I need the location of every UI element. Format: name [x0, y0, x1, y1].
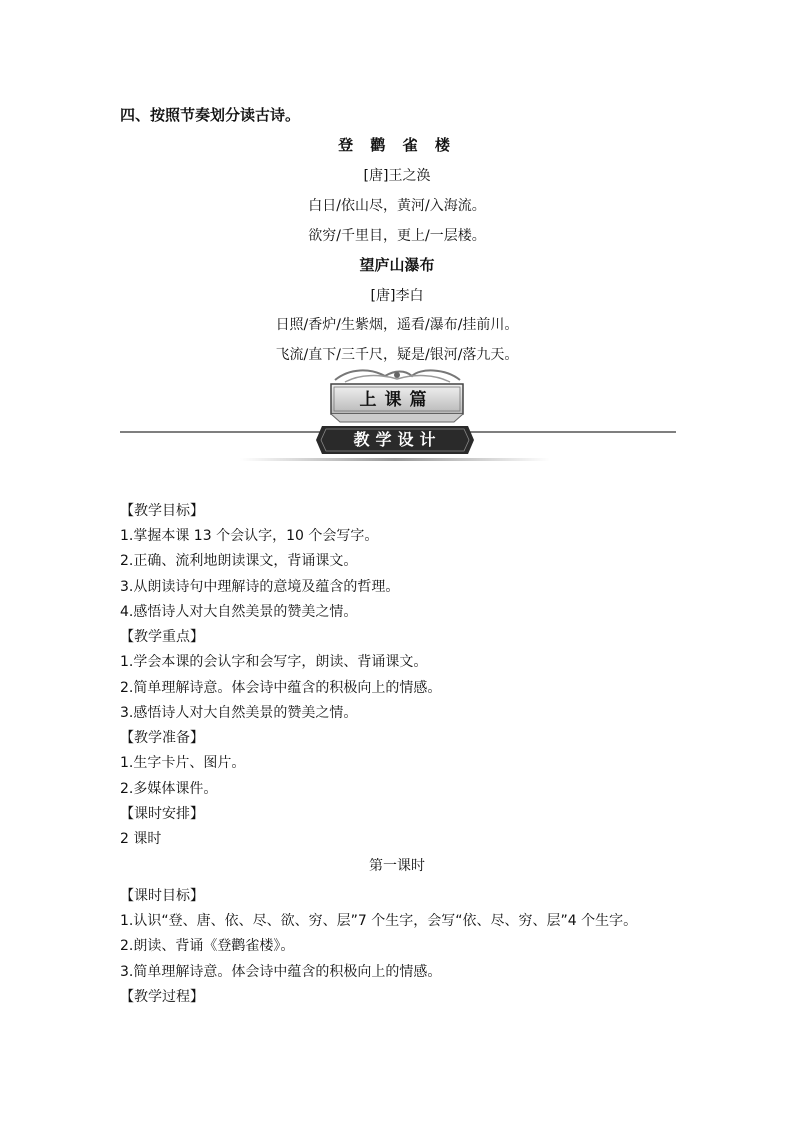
section-title: 四、按照节奏划分读古诗。 — [120, 106, 301, 124]
lesson-title: 第一课时 — [369, 858, 425, 874]
list-item: 1.学会本课的会认字和会写字，朗读、背诵课文。 — [120, 654, 428, 670]
heading-teaching-process: 【教学过程】 — [120, 989, 204, 1005]
schedule-value: 2 课时 — [120, 831, 162, 847]
poem-title: 望庐山瀑布 — [359, 256, 435, 274]
banner-lower-label: 教学设计 — [353, 430, 442, 449]
poem-line: 白日/依山尽，黄河/入海流。 — [308, 198, 486, 214]
poem-line: 欲穷/千里目，更上/一层楼。 — [308, 228, 486, 244]
list-item: 1.认识“登、唐、依、尽、欲、穷、层”7 个生字，会写“依、尽、穷、层”4 个生字。 — [120, 913, 638, 929]
list-item: 3.感悟诗人对大自然美景的赞美之情。 — [120, 705, 358, 721]
poem-line: 飞流/直下/三千尺，疑是/银河/落九天。 — [275, 347, 519, 363]
list-item: 1.生字卡片、图片。 — [120, 755, 246, 771]
banner-upper-label: 上课篇 — [359, 390, 435, 410]
list-item: 1.掌握本课 13 个会认字，10 个会写字。 — [120, 528, 379, 544]
list-item: 3.简单理解诗意。体会诗中蕴含的积极向上的情感。 — [120, 964, 442, 980]
heading-schedule: 【课时安排】 — [120, 806, 204, 822]
list-item: 2.朗读、背诵《登鹳雀楼》。 — [120, 938, 295, 954]
poem-author: [唐]王之涣 — [363, 168, 431, 184]
heading-lesson-goals: 【课时目标】 — [120, 888, 204, 904]
poem-line: 日照/香炉/生紫烟，遥看/瀑布/挂前川。 — [275, 317, 519, 333]
list-item: 2.正确、流利地朗读课文，背诵课文。 — [120, 553, 358, 569]
poem-title: 登 鹳 雀 楼 — [338, 136, 456, 154]
heading-teaching-goals: 【教学目标】 — [120, 503, 204, 519]
section-banner — [0, 366, 794, 466]
poem-author: [唐]李白 — [370, 288, 424, 304]
heading-teaching-prep: 【教学准备】 — [120, 730, 204, 746]
heading-teaching-focus: 【教学重点】 — [120, 629, 204, 645]
list-item: 4.感悟诗人对大自然美景的赞美之情。 — [120, 604, 358, 620]
list-item: 2.多媒体课件。 — [120, 781, 218, 797]
list-item: 3.从朗读诗句中理解诗的意境及蕴含的哲理。 — [120, 579, 400, 595]
list-item: 2.简单理解诗意。体会诗中蕴含的积极向上的情感。 — [120, 680, 442, 696]
